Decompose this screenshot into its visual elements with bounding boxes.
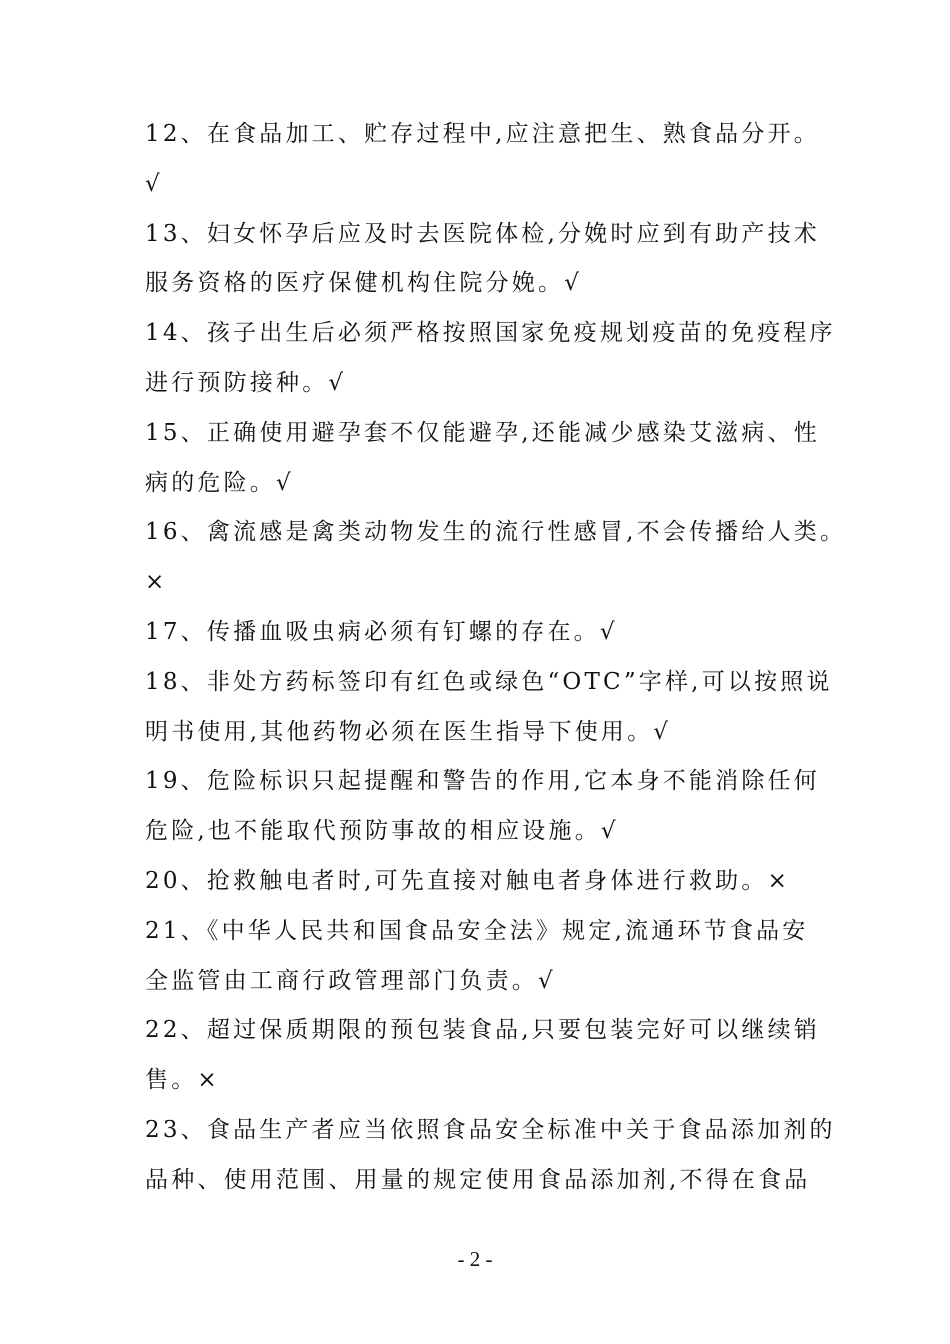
text-line: 17、传播血吸虫病必须有钉螺的存在。√ xyxy=(145,618,618,645)
text-line: 12、在食品加工、贮存过程中,应注意把生、熟食品分开。 xyxy=(145,121,820,147)
text-line: 危险,也不能取代预防事故的相应设施。√ xyxy=(145,818,619,845)
text-line: 服务资格的医疗保健机构住院分娩。√ xyxy=(145,270,583,297)
text-line: 18、非处方药标签印有红色或绿色“OTC”字样,可以按照说 xyxy=(145,668,833,695)
text-line: 14、孩子出生后必须严格按照国家免疫规划疫苗的免疫程序 xyxy=(145,320,836,347)
text-line: 23、食品生产者应当依照食品安全标准中关于食品添加剂的 xyxy=(145,1116,836,1143)
text-line: 品种、使用范围、用量的规定使用食品添加剂,不得在食品 xyxy=(145,1166,811,1193)
text-line: 进行预防接种。√ xyxy=(145,369,347,396)
text-line: √ xyxy=(145,170,163,197)
text-line: 明书使用,其他药物必须在医生指导下使用。√ xyxy=(145,718,672,745)
text-line: × xyxy=(145,569,168,596)
body-text xyxy=(145,110,847,1206)
text-line: 21、《中华人民共和国食品安全法》规定,流通环节食品安 xyxy=(145,917,809,944)
text-line: 20、抢救触电者时,可先直接对触电者身体进行救助。× xyxy=(145,867,791,894)
text-line: 病的危险。√ xyxy=(145,469,294,496)
text-line: 全监管由工商行政管理部门负责。√ xyxy=(145,967,556,994)
text-line: 售。× xyxy=(145,1067,220,1094)
text-line: 13、妇女怀孕后应及时去医院体检,分娩时应到有助产技术 xyxy=(145,220,820,247)
text-line: 22、超过保质期限的预包装食品,只要包装完好可以继续销 xyxy=(145,1017,820,1044)
text-line: 15、正确使用避孕套不仅能避孕,还能减少感染艾滋病、性 xyxy=(145,419,820,446)
text-line: 19、危险标识只起提醒和警告的作用,它本身不能消除任何 xyxy=(145,768,820,795)
page-number: - 2 - xyxy=(457,1247,493,1271)
text-line: 16、禽流感是禽类动物发生的流行性感冒,不会传播给人类。 xyxy=(145,519,847,546)
